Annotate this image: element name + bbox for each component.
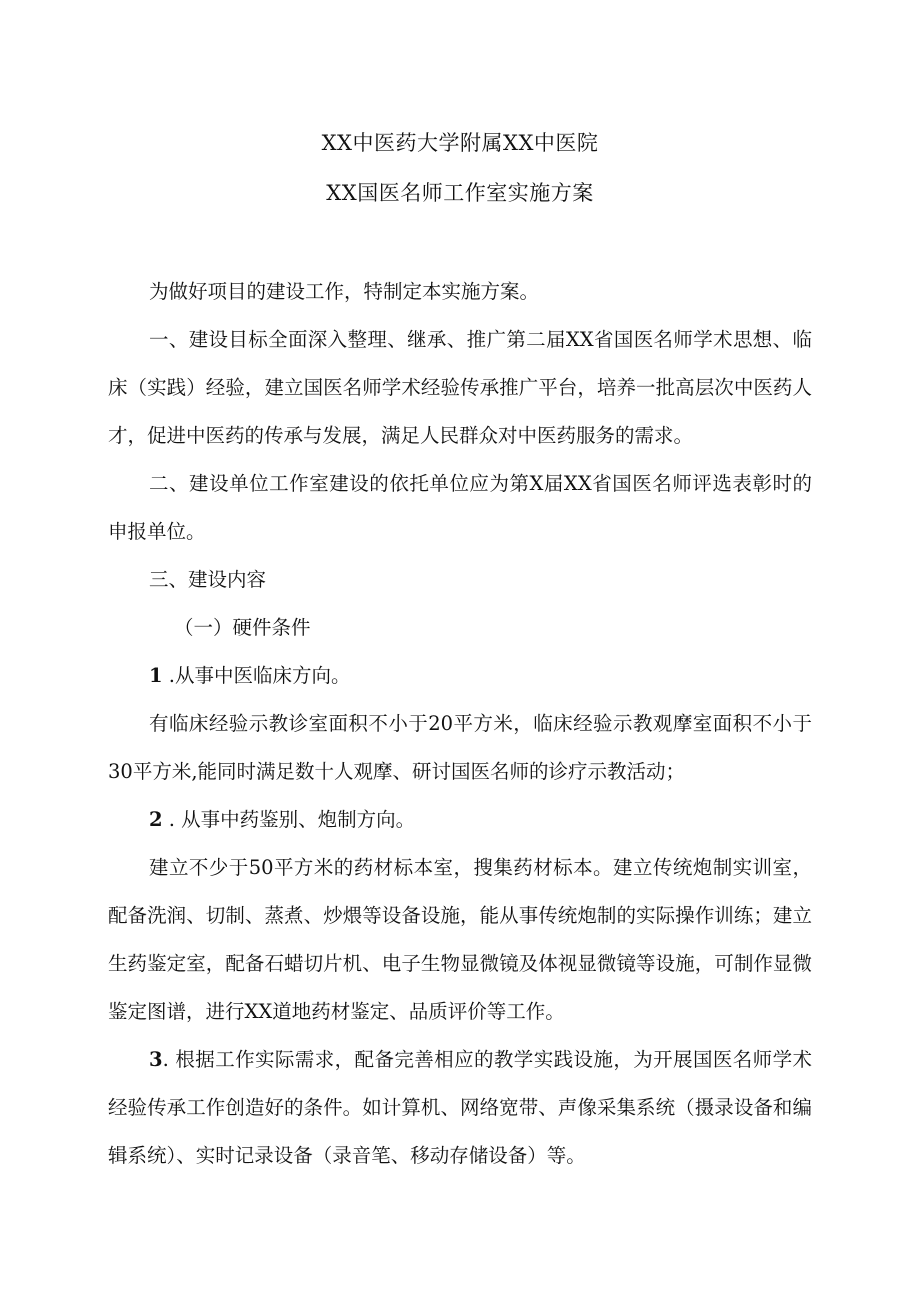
item1-number: 1	[149, 664, 163, 687]
item3-body-text: . 根据工作实际需求，配备完善相应的教学实践设施，为开展国医名师学术经验传承工作创造好的条件。如计算机、网络宽带、声像采集系统（摄录设备和编辑系统）、实时记录设备（录音笔、移动存储设备）等。	[108, 1048, 812, 1167]
document-title-line2: XX国医名师工作室实施方案	[326, 181, 594, 205]
item3-number: 3	[149, 1048, 163, 1071]
intro-paragraph: 为做好项目的建设工作，特制定本实施方案。	[149, 280, 540, 303]
section1-paragraph: 一、建设目标全面深入整理、继承、推广第二届XX省国医名师学术思想、临床（实践）经验，建立国医名师学术经验传承推广平台，培养一批高层次中医药人才，促进中医药的传承与发展，满足人民群众对中医药服务的需求。	[108, 328, 812, 447]
item2-heading-text: . 从事中药鉴别、炮制方向。	[162, 808, 416, 831]
section2-paragraph: 二、建设单位工作室建设的依托单位应为第X届XX省国医名师评选表彰时的申报单位。	[108, 472, 812, 543]
item2-body: 建立不少于50平方米的药材标本室，搜集药材标本。建立传统炮制实训室，配备洗润、切制、蒸煮、炒煨等设备设施，能从事传统炮制的实际操作训练；建立生药鉴定室，配备石蜡切片机、电子生物显微镜及体视显微镜等设施，可制作显微鉴定图谱，进行XX道地药材鉴定、品质评价等工作。	[108, 856, 812, 1023]
document-title-line1: XX中医药大学附属XX中医院	[321, 131, 599, 155]
item1-body: 有临床经验示教诊室面积不小于20平方米，临床经验示教观摩室面积不小于30平方米,能同时满足数十人观摩、研讨国医名师的诊疗示教活动；	[108, 712, 812, 783]
item1-heading	[108, 652, 812, 700]
item3-paragraph	[108, 1036, 812, 1180]
section3-heading: 三、建设内容	[149, 568, 267, 591]
item2-number: 2	[149, 808, 163, 831]
document-body	[108, 268, 812, 1180]
item1-heading-text: .从事中医临床方向。	[162, 664, 351, 687]
subsection1-heading: （一）硬件条件	[174, 616, 311, 639]
item2-heading	[108, 796, 812, 844]
